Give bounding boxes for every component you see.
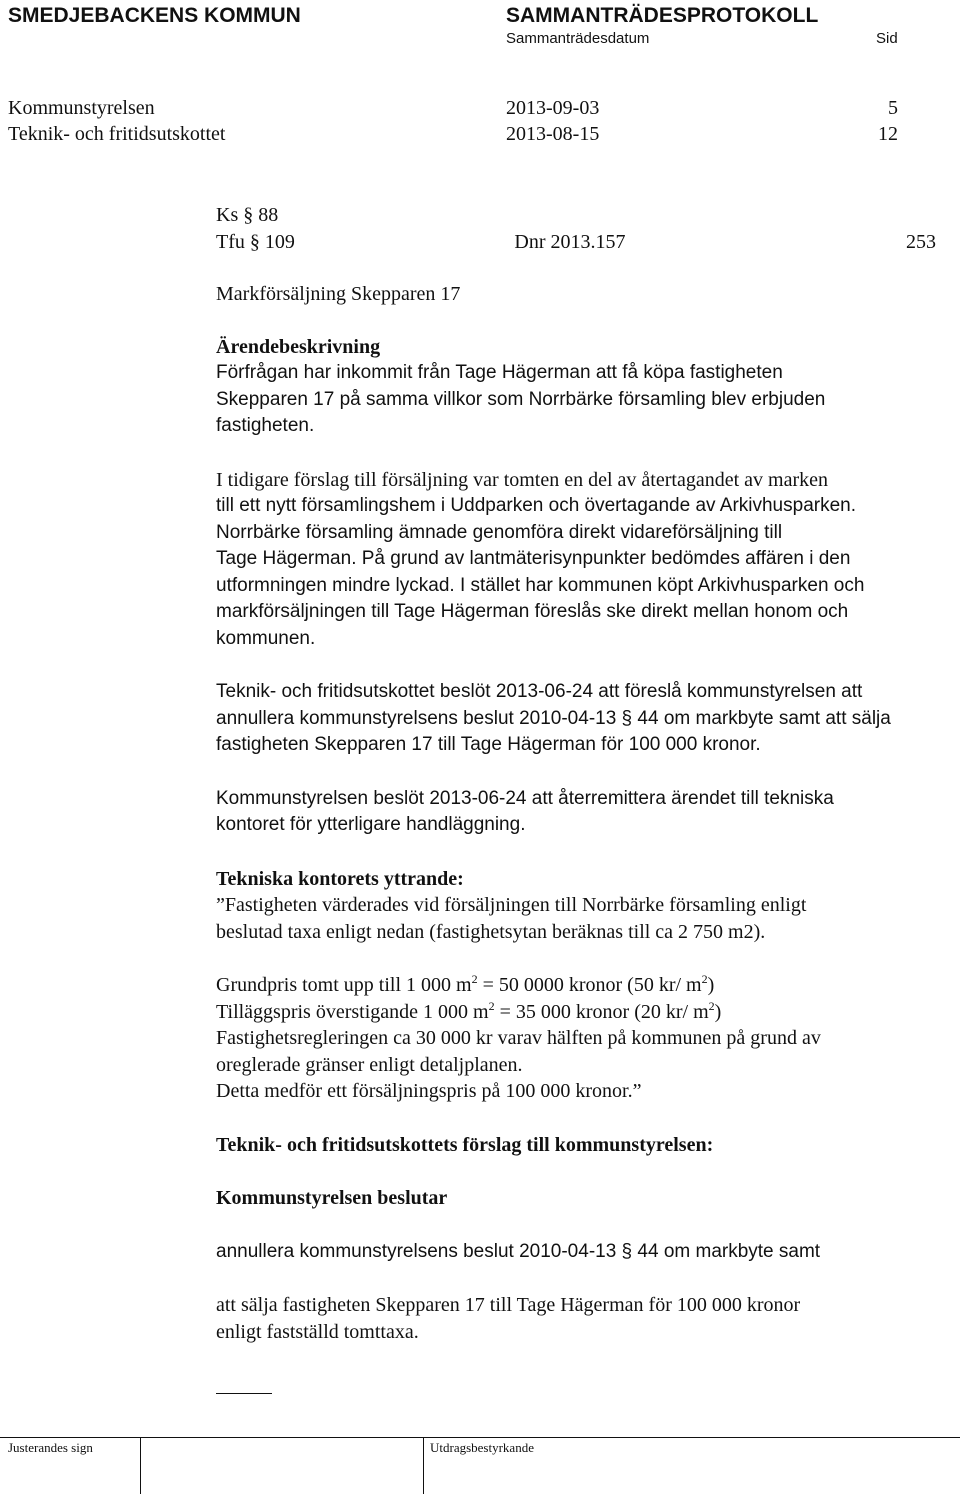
description-line: till ett nytt församlingshem i Uddparken och övertagande av Arkivhusparken. xyxy=(216,495,856,516)
document-type: SAMMANTRÄDESPROTOKOLL xyxy=(506,4,819,27)
footer-cell-divider xyxy=(423,1438,424,1494)
description-line: kontoret för ytterligare handläggning. xyxy=(216,814,526,835)
description-line: Skepparen 17 på samma villkor som Norrbärke församling blev erbjuden xyxy=(216,388,826,410)
document-number: 253 xyxy=(906,230,936,253)
extra-price-line: Tilläggspris överstigande 1 000 $m^2 = 35$ 000 kronor (20 kr/ $m^2$) xyxy=(216,998,722,1023)
meeting-body: Kommunstyrelsen xyxy=(8,97,155,119)
description-line: kommunen. xyxy=(216,627,316,649)
document-body xyxy=(216,202,936,1345)
description-line: Norrbärke församling ämnade genomföra direkt vidareförsäljning till xyxy=(216,521,783,543)
description-line: Teknik- och fritidsutskottet beslöt 2013-06-24 att föreslå kommunstyrelsen att xyxy=(216,681,863,702)
regulation-line: Fastighetsregleringen ca 30 000 kr varav hälften på kommunen på grund av xyxy=(216,1027,821,1049)
tfu-reference: Tfu § 109 xyxy=(216,230,295,253)
municipality-name: SMEDJEBACKENS KOMMUN xyxy=(8,4,301,27)
meeting-page: 5 xyxy=(888,97,898,119)
end-separator xyxy=(216,1393,272,1394)
page-label: Sid xyxy=(876,30,898,47)
section-heading-proposal: Teknik- och fritidsutskottets förslag till kommunstyrelsen: xyxy=(216,1133,714,1156)
reference-row xyxy=(216,229,936,256)
description-line: annullera kommunstyrelsens beslut 2010-04-13 § 44 om markbyte samt att sälja xyxy=(216,707,891,729)
excerpt-certification-label: Utdragsbestyrkande xyxy=(430,1440,534,1455)
statement-line: ”Fastigheten värderades vid försäljningen till Norrbärke församling enligt xyxy=(216,894,807,916)
statement-line: beslutad taxa enligt nedan (fastighetsytan beräknas till ca 2 750 m2). xyxy=(216,920,766,943)
meeting-body: Teknik- och fritidsutskottet xyxy=(8,123,226,145)
total-price-line: Detta medför ett försäljningspris på 100 000 kronor.” xyxy=(216,1080,642,1102)
footer-divider xyxy=(0,1437,960,1438)
decision-line: annullera kommunstyrelsens beslut 2010-04-13 § 44 om markbyte samt xyxy=(216,1240,821,1262)
description-line: fastigheten Skepparen 17 till Tage Hägerman för 100 000 kronor. xyxy=(216,734,761,755)
regulation-line: oreglerade gränser enligt detaljplanen. xyxy=(216,1053,523,1076)
description-line: utformningen mindre lyckad. I stället har kommunen köpt Arkivhusparken och xyxy=(216,574,865,596)
base-price-line: Grundpris tomt upp till 1 000 $m^2 = 50$ 0000 kronor (50 kr/ $m^2$) xyxy=(216,972,715,996)
meeting-date: 2013-08-15 xyxy=(506,123,600,145)
description-line: Kommunstyrelsen beslöt 2013-06-24 att återremittera ärendet till tekniska xyxy=(216,787,834,809)
meeting-date-label: Sammanträdesdatum xyxy=(506,30,650,47)
description-line: markförsäljningen till Tage Hägerman föreslås ske direkt mellan honom och xyxy=(216,601,849,622)
section-heading-statement: Tekniska kontorets yttrande: xyxy=(216,867,464,890)
diary-number: Dnr 2013.157 xyxy=(514,230,626,253)
footer-cell-divider xyxy=(140,1438,141,1494)
description-line: fastigheten. xyxy=(216,415,315,436)
signature-label: Justerandes sign xyxy=(8,1440,93,1455)
section-heading-decision: Kommunstyrelsen beslutar xyxy=(216,1187,448,1209)
decision-line: enligt fastställd tomttaxa. xyxy=(216,1320,419,1343)
case-title: Markförsäljning Skepparen 17 xyxy=(216,283,461,305)
meeting-date: 2013-09-03 xyxy=(506,97,600,119)
section-heading-description: Ärendebeskrivning xyxy=(216,335,381,358)
description-line: Förfrågan har inkommit från Tage Hägerman att få köpa fastigheten xyxy=(216,362,783,383)
meeting-page: 12 xyxy=(878,123,898,145)
decision-line: att sälja fastigheten Skepparen 17 till Tage Hägerman för 100 000 kronor xyxy=(216,1294,801,1316)
description-line: Tage Hägerman. På grund av lantmäterisynpunkter bedömdes affären i den xyxy=(216,548,851,569)
ks-reference: Ks § 88 xyxy=(216,204,279,226)
description-line: I tidigare förslag till försäljning var tomten en del av återtagandet av marken xyxy=(216,468,828,491)
